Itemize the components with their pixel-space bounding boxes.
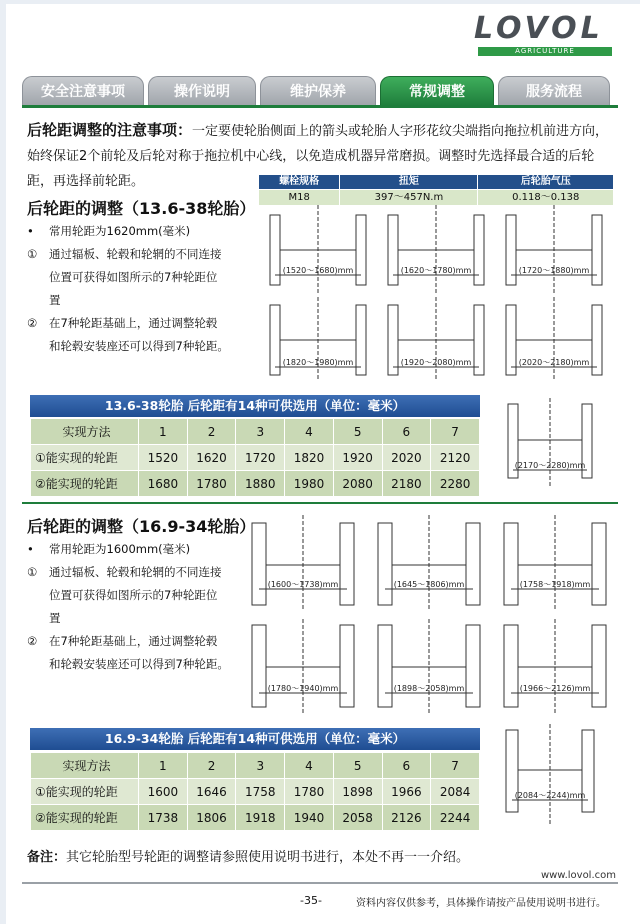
footer-disclaimer: 资料内容仅供参考，具体操作请按产品使用说明书进行。 xyxy=(356,898,606,909)
spec-header: 扭矩 xyxy=(340,175,478,190)
wheel-track-diagram xyxy=(378,619,480,715)
logo-subtitle: AGRICULTURE xyxy=(478,47,612,56)
table-cell: 1806 xyxy=(187,805,236,831)
item-text: 在7种轮距基础上，通过调整轮毂 xyxy=(49,316,218,330)
table-cell: 2244 xyxy=(431,805,480,831)
item-text: 和轮毂安装座还可以得到7种轮距。 xyxy=(49,657,229,671)
spec-cell: M18 xyxy=(259,190,340,206)
item-text: 通过辐板、轮毂和轮辋的不同连接 xyxy=(49,247,222,261)
intro-title: 后轮距调整的注意事项： xyxy=(27,121,193,139)
table-cell: 1820 xyxy=(285,445,334,471)
table-header-cell: 2 xyxy=(187,753,236,779)
section-divider xyxy=(22,502,618,504)
website-link[interactable]: www.lovol.com xyxy=(540,870,616,881)
track-label: (1720～1880)mm xyxy=(518,266,590,275)
track-label: (2084～2244)mm xyxy=(514,791,586,800)
table-cell: 1940 xyxy=(285,805,334,831)
table-header-cell: 4 xyxy=(285,419,334,445)
track-label: (1620～1780)mm xyxy=(400,266,472,275)
table-header-cell: 1 xyxy=(139,419,188,445)
table-header-cell: 1 xyxy=(139,753,188,779)
section2-extra-diagram xyxy=(490,724,610,836)
table-cell: 1966 xyxy=(382,779,431,805)
item-text: 置 xyxy=(49,293,61,307)
note-label: 备注： xyxy=(27,850,67,865)
item-text: 位置可获得如图所示的7种轮距位 xyxy=(49,588,218,602)
logo-wordmark: LOVOL xyxy=(474,11,604,46)
table-cell: 1780 xyxy=(187,471,236,497)
track-label: (2020～2180)mm xyxy=(518,358,590,367)
section1-bullets xyxy=(27,220,262,358)
item-text: 置 xyxy=(49,611,61,625)
table-cell: 2180 xyxy=(382,471,431,497)
table-cell: 1920 xyxy=(333,445,382,471)
track-label: (2170～2280)mm xyxy=(514,461,586,470)
table-cell: 1646 xyxy=(187,779,236,805)
table-cell: 1918 xyxy=(236,805,285,831)
section1-title: 后轮距的调整（13.6-38轮胎） xyxy=(27,199,256,218)
page-number: -35- xyxy=(300,894,322,907)
wheel-track-diagram xyxy=(506,297,602,381)
bullet-dot: • xyxy=(27,542,34,556)
wheel-track-diagram xyxy=(270,297,366,381)
table-cell: 2058 xyxy=(333,805,382,831)
table-cell: 1620 xyxy=(187,445,236,471)
footer-rule xyxy=(22,882,618,884)
table-cell: 2020 xyxy=(382,445,431,471)
spec-table xyxy=(258,174,614,206)
track-label: (1520～1680)mm xyxy=(282,266,354,275)
table-cell: 2084 xyxy=(431,779,480,805)
track-label: (1780～1940)mm xyxy=(267,684,339,693)
table-cell: 1720 xyxy=(236,445,285,471)
table-header-cell: 7 xyxy=(431,753,480,779)
section1-extra-diagram xyxy=(490,398,610,498)
section-tabs xyxy=(22,76,614,106)
table-cell: 2280 xyxy=(431,471,480,497)
table-header-cell: 5 xyxy=(333,419,382,445)
table1 xyxy=(30,418,480,497)
item-marker: ① xyxy=(27,565,38,579)
table2-title: 16.9-34轮胎 后轮距有14种可供选用（单位：毫米） xyxy=(30,728,480,750)
spec-cell: 0.118～0.138 xyxy=(478,190,614,206)
tab-service[interactable]: 服务流程 xyxy=(498,76,610,106)
tab-safety[interactable]: 安全注意事项 xyxy=(22,76,144,106)
table1-title: 13.6-38轮胎 后轮距有14种可供选用（单位：毫米） xyxy=(30,395,480,417)
item-marker: ① xyxy=(27,247,38,261)
item-text: 通过辐板、轮毂和轮辋的不同连接 xyxy=(49,565,222,579)
table-cell: 1520 xyxy=(139,445,188,471)
spec-header: 后轮胎气压 xyxy=(478,175,614,190)
table-header-cell: 6 xyxy=(382,753,431,779)
item-text: 和轮毂安装座还可以得到7种轮距。 xyxy=(49,339,229,353)
table-header-cell: 3 xyxy=(236,753,285,779)
item-marker: ② xyxy=(27,634,38,648)
tab-operation[interactable]: 操作说明 xyxy=(148,76,256,106)
table-cell: 1980 xyxy=(285,471,334,497)
table-header-cell: 2 xyxy=(187,419,236,445)
wheel-track-diagram xyxy=(378,515,480,611)
table-row-label: ①能实现的轮距 xyxy=(31,445,139,471)
track-label: (1758～1918)mm xyxy=(519,580,591,589)
table-header-cell: 5 xyxy=(333,753,382,779)
table-cell: 1600 xyxy=(139,779,188,805)
table-cell: 2120 xyxy=(431,445,480,471)
wheel-track-diagram xyxy=(270,205,366,293)
wheel-track-diagram xyxy=(506,205,602,293)
table-cell: 1738 xyxy=(139,805,188,831)
table-cell: 1758 xyxy=(236,779,285,805)
item-marker: ② xyxy=(27,316,38,330)
track-label: (1898～2058)mm xyxy=(393,684,465,693)
section2-wheel-diagrams xyxy=(240,515,618,720)
track-label: (1820～1980)mm xyxy=(282,358,354,367)
track-label: (1645～1806)mm xyxy=(393,580,465,589)
item-text: 在7种轮距基础上，通过调整轮毂 xyxy=(49,634,218,648)
section2-title: 后轮距的调整（16.9-34轮胎） xyxy=(27,517,256,536)
table-row-label: ①能实现的轮距 xyxy=(31,779,139,805)
table-cell: 1898 xyxy=(333,779,382,805)
table-row-label: ②能实现的轮距 xyxy=(31,805,139,831)
table-cell: 1680 xyxy=(139,471,188,497)
table-header-cell: 6 xyxy=(382,419,431,445)
section2-bullets xyxy=(27,538,262,676)
table-header-cell: 4 xyxy=(285,753,334,779)
tab-adjustment[interactable]: 常规调整 xyxy=(380,76,494,106)
wheel-track-diagram xyxy=(388,205,484,293)
tab-maintenance[interactable]: 维护保养 xyxy=(260,76,376,106)
table-header-cell: 实现方法 xyxy=(31,419,139,445)
table2 xyxy=(30,752,480,831)
table-header-cell: 7 xyxy=(431,419,480,445)
bullet-text: 常用轮距为1620mm(毫米) xyxy=(49,224,191,238)
bullet-dot: • xyxy=(27,224,34,238)
table-header-cell: 3 xyxy=(236,419,285,445)
track-label: (1920～2080)mm xyxy=(400,358,472,367)
wheel-track-diagram xyxy=(504,515,606,611)
wheel-track-diagram xyxy=(252,515,354,611)
spec-header: 螺栓规格 xyxy=(259,175,340,190)
section1-wheel-diagrams xyxy=(262,205,612,385)
table-cell: 1780 xyxy=(285,779,334,805)
table-cell: 2126 xyxy=(382,805,431,831)
lovol-logo xyxy=(474,11,614,58)
footnote xyxy=(27,846,469,865)
table-row-label: ②能实现的轮距 xyxy=(31,471,139,497)
note-text: 其它轮胎型号轮距的调整请参照使用说明书进行，本处不再一一介绍。 xyxy=(66,850,470,865)
bullet-text: 常用轮距为1600mm(毫米) xyxy=(49,542,191,556)
spec-cell: 397～457N.m xyxy=(340,190,478,206)
page-left-band xyxy=(0,0,6,924)
page-top-band xyxy=(0,0,640,4)
item-text: 位置可获得如图所示的7种轮距位 xyxy=(49,270,218,284)
wheel-track-diagram xyxy=(504,619,606,715)
intro-body: 一定要使轮胎侧面上的箭头或轮胎人字形花纹尖端指向拖拉机前进方向，始终保证2个前轮及后轮对称于拖拉机中心线，以免造成机器异常磨损。调整时先选择最合适的后轮距，再选择前轮距。 xyxy=(27,124,609,189)
table-cell: 2080 xyxy=(333,471,382,497)
table-header-cell: 实现方法 xyxy=(31,753,139,779)
track-label: (1966～2126)mm xyxy=(519,684,591,693)
tab-underline xyxy=(22,105,618,108)
wheel-track-diagram xyxy=(388,297,484,381)
wheel-track-diagram xyxy=(252,619,354,715)
track-label: (1600～1738)mm xyxy=(267,580,339,589)
table-cell: 1880 xyxy=(236,471,285,497)
